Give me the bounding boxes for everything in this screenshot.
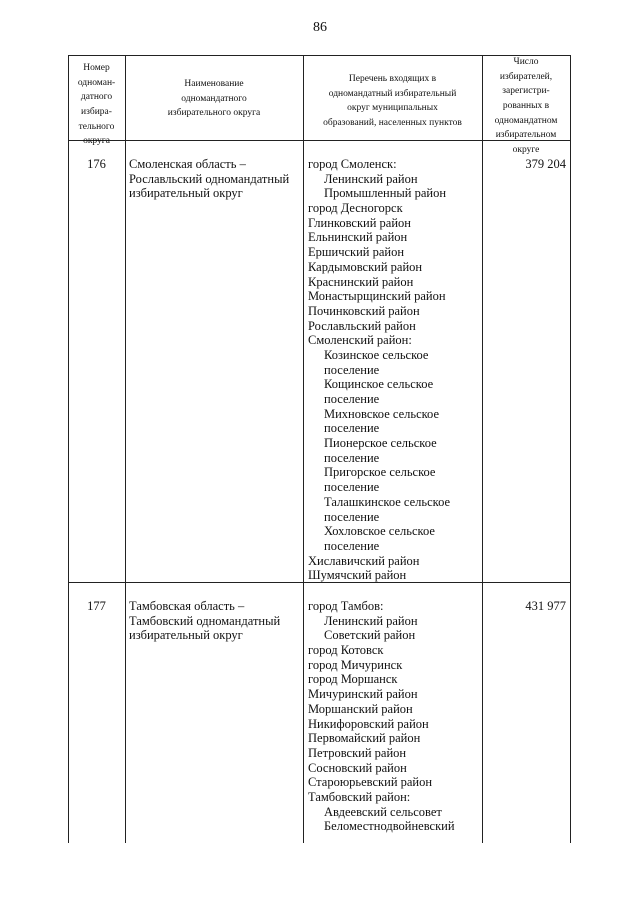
- municipality-item: Никифоровский район: [308, 716, 429, 731]
- municipality-item: поселение: [324, 509, 380, 524]
- row-176-district-name: [129, 157, 289, 201]
- header-voters-line: рованных в: [502, 101, 550, 112]
- header-district-name-line: одномандатного: [181, 93, 247, 104]
- district-name-line: Тамбовский одномандатный: [129, 613, 281, 628]
- header-number-line: датного: [80, 92, 113, 103]
- municipality-item: Михновское сельское: [324, 406, 440, 421]
- municipality-item: город Котовск: [308, 643, 384, 658]
- municipality-item: Пионерское сельское: [324, 436, 437, 451]
- municipality-item: поселение: [324, 450, 380, 465]
- header-district-name: [125, 79, 303, 123]
- municipality-item: Кардымовский район: [308, 259, 423, 274]
- column-divider-2: [303, 55, 304, 843]
- row-177-number: 177: [87, 599, 106, 613]
- municipality-item: Беломестнодвойневский: [324, 819, 455, 834]
- table-border-top: [68, 55, 571, 56]
- district-name-line: Рославльский одномандатный: [129, 171, 290, 186]
- municipality-item: Козинское сельское: [324, 347, 429, 362]
- municipality-item: Рославльский район: [308, 318, 416, 333]
- municipality-item: Тамбовский район:: [308, 789, 411, 804]
- municipality-item: город Тамбов:: [308, 599, 384, 613]
- table-border-right: [570, 55, 571, 843]
- header-municipalities-line: округ муниципальных: [347, 103, 438, 114]
- header-voters-line: зарегистри-: [502, 86, 550, 97]
- municipality-item: Ленинский район: [324, 613, 418, 628]
- municipality-item: Авдеевский сельсовет: [324, 804, 442, 819]
- municipality-item: Починковский район: [308, 303, 420, 318]
- row-176-voters: 379 204: [525, 157, 566, 171]
- page-number: 86: [313, 20, 327, 35]
- municipality-item: Первомайский район: [308, 731, 421, 746]
- municipality-item: Ленинский район: [324, 171, 418, 186]
- header-district-name-line: избирательного округа: [167, 108, 261, 119]
- header-number-line: округа: [83, 136, 110, 147]
- municipality-item: Пригорское сельское: [324, 465, 436, 480]
- header-district-name-line: Наименование: [184, 79, 244, 89]
- municipality-item: Кощинское сельское: [324, 377, 434, 392]
- header-number-line: одноман-: [77, 77, 116, 88]
- municipality-item: Шумячский район: [308, 568, 407, 583]
- municipality-item: город Моршанск: [308, 672, 398, 687]
- header-municipalities: [303, 74, 482, 133]
- row-176-municipality-list: [308, 157, 450, 583]
- column-divider-1: [125, 55, 126, 843]
- municipality-item: Монастырщинский район: [308, 289, 446, 304]
- table-border-left: [68, 55, 69, 843]
- municipality-item: город Смоленск:: [308, 157, 397, 171]
- municipality-item: Смоленский район:: [308, 333, 412, 348]
- municipality-item: Сосновский район: [308, 760, 407, 775]
- header-voters-line: избирательном: [495, 130, 557, 141]
- municipality-item: Ельнинский район: [308, 230, 408, 245]
- district-name-line: Тамбовская область –: [129, 599, 245, 613]
- municipality-item: поселение: [324, 392, 380, 406]
- header-municipalities-line: одномандатный избирательный: [328, 88, 457, 99]
- municipality-item: город Мичуринск: [308, 657, 403, 672]
- municipality-item: поселение: [324, 538, 380, 553]
- municipality-item: Моршанский район: [308, 701, 413, 716]
- header-number-line: избира-: [81, 107, 112, 118]
- municipality-item: Хохловское сельское: [324, 524, 435, 539]
- header-number-line: тельного: [78, 121, 115, 132]
- municipality-item: Петровский район: [308, 745, 407, 760]
- header-number-line: Номер: [83, 63, 110, 73]
- municipality-item: Мичуринский район: [308, 687, 418, 702]
- municipality-item: поселение: [324, 421, 380, 436]
- municipality-item: поселение: [324, 362, 380, 377]
- row-177-voters: 431 977: [525, 599, 566, 613]
- municipality-item: Краснинский район: [308, 274, 414, 289]
- municipality-item: Талашкинское сельское: [324, 494, 451, 509]
- district-name-line: избирательный округ: [129, 186, 243, 201]
- district-name-line: Смоленская область –: [129, 157, 246, 171]
- row-177-municipality-list: [308, 599, 455, 834]
- header-voters-line: округе: [512, 145, 540, 156]
- header-voters: [482, 57, 570, 160]
- header-voters-line: одномандатном: [494, 115, 558, 126]
- district-name-line: избирательный округ: [129, 628, 243, 643]
- municipality-item: Глинковский район: [308, 215, 411, 230]
- header-voters-line: избирателей,: [499, 71, 553, 82]
- municipality-item: поселение: [324, 480, 380, 495]
- column-divider-3: [482, 55, 483, 843]
- municipality-item: Советский район: [324, 628, 416, 643]
- header-voters-line: Число: [513, 57, 539, 67]
- municipality-item: город Десногорск: [308, 201, 403, 216]
- header-municipalities-line: образований, населенных пунктов: [323, 118, 462, 129]
- header-number: [68, 63, 125, 151]
- municipality-item: Староюрьевский район: [308, 775, 433, 790]
- header-municipalities-line: Перечень входящих в: [348, 74, 437, 84]
- municipality-item: Хиславичский район: [308, 553, 420, 568]
- municipality-item: Ершичский район: [308, 245, 405, 260]
- row-177-district-name: [129, 599, 280, 643]
- municipality-item: Промышленный район: [324, 186, 447, 201]
- row-176-number: 176: [87, 157, 106, 171]
